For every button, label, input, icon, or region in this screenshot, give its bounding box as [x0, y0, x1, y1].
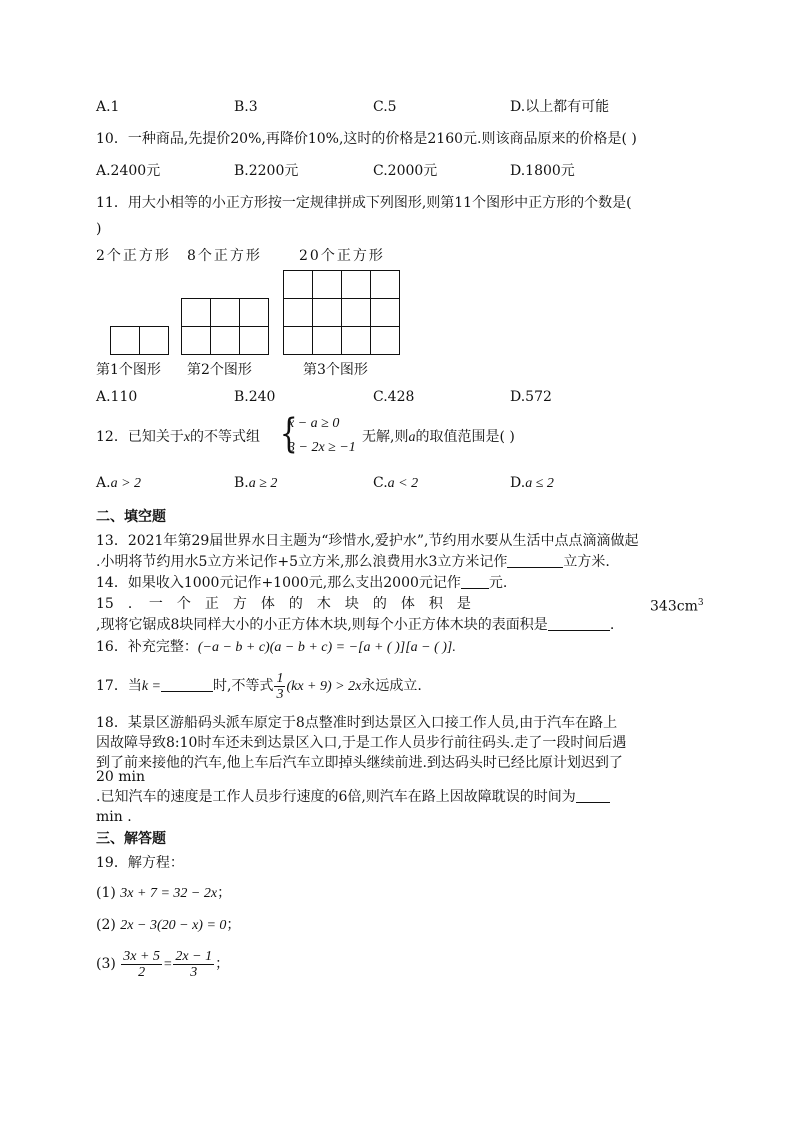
q11-stem-line2: ) [96, 221, 102, 237]
fig3-square [370, 270, 400, 299]
q13-answer-blank[interactable] [507, 553, 563, 568]
q19-part2: (2) 2x − 3(20 − x) = 0； [96, 917, 241, 933]
fig1-count-label: 2个正方形 [96, 248, 171, 264]
q10-option-c: C.2000元 [373, 163, 438, 179]
q18-answer-blank[interactable] [576, 788, 610, 803]
fig3-square [312, 326, 342, 355]
section-title-solve: 三、解答题 [96, 831, 166, 847]
q11-option-b: B.240 [234, 389, 276, 405]
q18-line5: .已知汽车的速度是工作人员步行速度的6倍,则汽车在路上因故障耽误的时间为 [96, 788, 610, 806]
q12-ineq2: 3 − 2x ≥ −1 [288, 440, 356, 455]
fig3-square [370, 326, 400, 355]
fig1-square [110, 326, 140, 355]
q15-line1: 15 ． 一 个 正 方 体 的 木 块 的 体 积 是 [96, 596, 471, 612]
fig3-square [341, 326, 371, 355]
q10-option-a: A.2400元 [96, 163, 161, 179]
q10-stem: 10．一种商品,先提价20%,再降价10%,这时的价格是2160元.则该商品原来的价格是( ) [96, 131, 637, 147]
fig3-square [312, 270, 342, 299]
q13-line1: 13．2021年第29届世界水日主题为“珍惜水,爱护水”,节约用水要从生活中点点滴滴做起 [96, 533, 639, 549]
q18-line3: 到了前来接他的汽车,他上车后汽车立即掉头继续前进.到达码头时已经比原计划迟到了 [96, 755, 623, 771]
q9-option-d: D.以上都有可能 [510, 99, 610, 115]
q17-fraction: $\frac{1}{3}$ [276, 670, 284, 702]
q18-line6: min . [96, 809, 132, 825]
q12-var-x: x [183, 430, 191, 445]
fig3-count-label: 20个正方形 [299, 248, 385, 264]
fig2-caption: 第2个图形 [187, 362, 252, 378]
q19-stem: 19．解方程： [96, 855, 184, 871]
q12-option-d: D.a ≤ 2 [510, 475, 554, 491]
q9-option-a: A.1 [96, 99, 120, 115]
q12-var-a: a [408, 430, 416, 445]
fig1-square [139, 326, 169, 355]
fig3-square [283, 298, 313, 327]
q13-line2: .小明将节约用水5立方米记作+5立方米,那么浪费用水3立方米记作 立方米. [96, 554, 610, 570]
q15-line2: ,现将它锯成8块同样大小的小正方体木块,则每个小正方体木块的表面积是 . [96, 617, 615, 633]
q18-line1: 18．某景区游船码头派车原定于8点整准时到达景区入口接工作人员,由于汽车在路上 [96, 715, 618, 731]
q12-suffix-a: 无解,则 [362, 429, 409, 445]
fig3-square [283, 270, 313, 299]
q11-option-c: C.428 [373, 389, 415, 405]
q18-line2: 因故障导致8:10时车还未到达景区入口,于是工作人员步行前往码头.走了一段时间后遇 [96, 735, 627, 751]
q12-option-c: C.a < 2 [373, 475, 419, 491]
q11-option-d: D.572 [510, 389, 552, 405]
q12-option-b: B.a ≥ 2 [234, 475, 278, 491]
fig2-square [210, 326, 240, 355]
fig2-count-label: 8个正方形 [187, 248, 262, 264]
fig1-caption: 第1个图形 [96, 362, 161, 378]
fig3-square [312, 298, 342, 327]
q19-part3-fraction-left: $\frac{3x + 5}{2}$ [123, 948, 160, 980]
fig2-square [239, 326, 269, 355]
q12-suffix-b: 的取值范围是( ) [415, 429, 515, 445]
q14-text: 14．如果收入1000元记作+1000元,那么支出2000元记作 元. [96, 575, 508, 591]
q12-option-a: A.a > 2 [96, 475, 142, 491]
q10-option-d: D.1800元 [510, 163, 575, 179]
q16-text: 16．补充完整：(−a − b + c)(a − b + c) = −[a + ( )][a − ( )]. [96, 639, 456, 655]
q15-answer-blank[interactable] [548, 616, 610, 631]
q16-expression: (−a − b + c)(a − b + c) = −[a + ( )][a − ( )]. [197, 640, 456, 655]
q19-part3-fraction-right: $\frac{2x - 1}{3}$ [175, 948, 213, 980]
q12-prefix: 12．已知关于 [96, 429, 184, 445]
q11-option-a: A.110 [96, 389, 138, 405]
q17-text: 17．当k = 时,不等式 $\frac{1}{3}$ (kx + 9) > 2x永远成立. [96, 670, 422, 702]
q18-line4: 20 min [96, 769, 146, 785]
fig3-square [341, 270, 371, 299]
fig3-square [283, 326, 313, 355]
q14-answer-blank[interactable] [461, 574, 489, 589]
section-title-fill-in: 二、填空题 [96, 509, 166, 525]
q15-volume: $343cm^3$ [650, 598, 704, 615]
q9-option-b: B.3 [234, 99, 258, 115]
fig2-square [181, 298, 211, 327]
q19-part3: (3) $\frac{3x + 5}{2}$ = $\frac{2x - 1}{3}$ ； [96, 948, 230, 980]
q11-stem-line1: 11．用大小相等的小正方形按一定规律拼成下列图形,则第11个图形中正方形的个数是( [96, 195, 632, 211]
fig3-square [370, 298, 400, 327]
fig2-square [181, 326, 211, 355]
q10-option-b: B.2200元 [234, 163, 299, 179]
q17-answer-blank[interactable] [161, 677, 213, 692]
q12-mid: 的不等式组 [190, 429, 261, 445]
fig2-square [210, 298, 240, 327]
q9-option-c: C.5 [373, 99, 397, 115]
left-brace-icon: { [279, 411, 298, 457]
fig3-square [341, 298, 371, 327]
fig3-caption: 第3个图形 [303, 362, 368, 378]
q12-ineq1: x − a ≥ 0 [288, 416, 340, 431]
q12-inequality-system [276, 411, 366, 460]
q19-part1: (1) 3x + 7 = 32 − 2x； [96, 885, 232, 901]
fig2-square [239, 298, 269, 327]
